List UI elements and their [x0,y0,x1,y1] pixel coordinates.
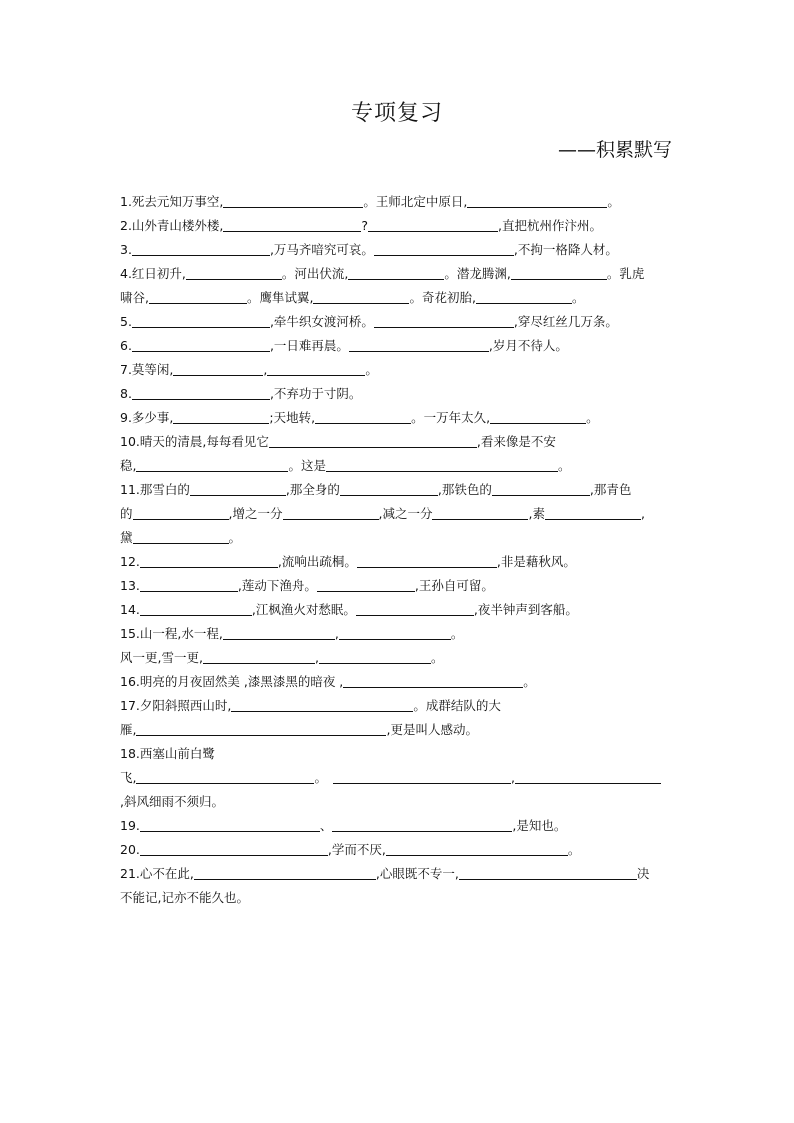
text: 。奇花初胎, [409,290,476,305]
text: 啸谷, [120,290,149,305]
text: ,江枫渔火对愁眠。 [251,602,356,617]
answer-blank[interactable] [173,409,269,424]
text: 6. [120,338,132,353]
answer-blank[interactable] [317,577,415,592]
question-15 [120,622,676,646]
text: ,素 [528,506,545,521]
answer-blank[interactable] [140,553,278,568]
answer-blank[interactable] [194,865,376,880]
question-21-cont [120,886,676,910]
question-18-cont2 [120,790,676,814]
answer-blank[interactable] [315,409,411,424]
text: 。 [314,770,327,785]
text: ,非是藉秋风。 [496,554,576,569]
answer-blank[interactable] [339,625,451,640]
question-3 [120,238,676,262]
text: ,减之一分 [378,506,433,521]
question-8 [120,382,676,406]
question-10 [120,430,676,454]
text: 雁, [120,722,137,737]
text: 。一万年太久, [411,410,491,425]
question-14 [120,598,676,622]
answer-blank[interactable] [432,505,528,520]
text: 。 [558,458,571,473]
answer-blank[interactable] [340,481,438,496]
answer-blank[interactable] [186,265,282,280]
question-4-cont [120,286,676,310]
answer-blank[interactable] [203,649,315,664]
text: ,看来像是不安 [476,434,556,449]
text: 15.山一程,水一程, [120,626,223,641]
text: 11.那雪白的 [120,482,190,497]
text: 10.晴天的清晨,每每看见它 [120,434,269,449]
text: 风一更,雪一更, [120,650,203,665]
text: ,学而不厌, [327,842,386,857]
text: 12. [120,554,140,569]
answer-blank[interactable] [374,241,514,256]
text: 2.山外青山楼外楼, [120,218,224,233]
text: ,心眼既不专一, [375,866,459,881]
answer-blank[interactable] [459,865,637,880]
answer-blank[interactable] [368,217,498,232]
text: ,岁月不待人。 [488,338,568,353]
text: 。 [571,290,585,305]
text: ,是知也。 [512,818,567,833]
answer-blank[interactable] [223,625,335,640]
answer-blank[interactable] [492,481,590,496]
text: 9.多少事, [120,410,174,425]
answer-blank[interactable] [231,697,413,712]
answer-blank[interactable] [467,193,607,208]
text: , [334,626,339,641]
answer-blank[interactable] [343,673,523,688]
answer-blank[interactable] [269,433,477,448]
question-21 [120,862,676,886]
text: 飞, [120,770,137,785]
text: 14. [120,602,140,617]
text: ,直把杭州作汴州。 [498,218,603,233]
question-18-cont [120,766,676,790]
answer-blank[interactable] [267,361,365,376]
text: ,不弃功于寸阴。 [269,386,362,401]
text: ,牵牛织女渡河桥。 [269,314,374,329]
text: 。 [586,410,599,425]
text: 7.莫等闲, [120,362,174,377]
text: 13. [120,578,140,593]
text: 。 [523,674,536,689]
text: 的 [120,506,133,521]
answer-blank[interactable] [223,193,363,208]
question-16 [120,670,676,694]
text: 。这是 [288,458,326,473]
text: ,王孙自可留。 [414,578,494,593]
text: 4.红日初升, [120,266,186,281]
question-11-cont [120,502,676,526]
answer-blank[interactable] [357,553,497,568]
question-12 [120,550,676,574]
text: , [263,362,268,377]
answer-blank[interactable] [374,313,514,328]
answer-blank[interactable] [515,769,661,784]
question-15-cont [120,646,676,670]
text: 不能记,记亦不能久也。 [120,890,249,905]
page-title: 专项复习 [350,101,443,126]
answer-blank[interactable] [140,817,320,832]
answer-blank[interactable] [386,841,568,856]
text: , [314,650,319,665]
answer-blank[interactable] [132,385,270,400]
question-20 [120,838,676,862]
answer-blank[interactable] [132,337,270,352]
answer-blank[interactable] [223,217,361,232]
text: , [511,770,515,785]
text: ,莲动下渔舟。 [237,578,317,593]
answer-blank[interactable] [132,313,270,328]
text: 黛 [120,530,133,545]
questions-list [120,190,676,910]
text: 。 [607,194,620,209]
answer-blank[interactable] [348,265,444,280]
answer-blank[interactable] [356,601,474,616]
question-6 [120,334,676,358]
answer-blank[interactable] [140,601,252,616]
text: 。乳虎 [606,266,645,281]
text: 16.明亮的月夜固然美 ,漆黑漆黑的暗夜 , [120,674,344,689]
question-17-cont [120,718,676,742]
text: ,那全身的 [285,482,340,497]
text: 。鹰隼试翼, [246,290,314,305]
text: ,增之一分 [228,506,283,521]
answer-blank[interactable] [132,241,270,256]
text: , [640,506,645,521]
answer-blank[interactable] [319,649,431,664]
text: ,那青色 [589,482,632,497]
answer-blank[interactable] [333,769,511,784]
answer-blank[interactable] [283,505,379,520]
text: 。 [567,842,581,857]
text: ,那铁色的 [437,482,492,497]
text: 1.死去元知万事空, [120,194,224,209]
answer-blank[interactable] [511,265,607,280]
question-9 [120,406,676,430]
question-10-cont [120,454,676,478]
text: 稳, [120,458,137,473]
text: 。 [450,626,464,641]
answer-blank[interactable] [326,457,558,472]
answer-blank[interactable] [136,769,314,784]
answer-blank[interactable] [136,721,386,736]
answer-blank[interactable] [133,505,229,520]
answer-blank[interactable] [476,289,572,304]
text: 。 [430,650,444,665]
question-13 [120,574,676,598]
answer-blank[interactable] [190,481,286,496]
answer-blank[interactable] [349,337,489,352]
text: ,斜风细雨不须归。 [120,794,224,809]
question-17 [120,694,676,718]
text: 。 [228,530,242,545]
text: 决 [636,866,650,881]
question-5 [120,310,676,334]
answer-blank[interactable] [173,361,263,376]
text: 20. [120,842,140,857]
text: 8. [120,386,132,401]
question-19 [120,814,676,838]
text: 18.西塞山前白鹭 [120,746,215,761]
answer-blank[interactable] [545,505,641,520]
text: 17.夕阳斜照西山时, [120,698,232,713]
text: ,一日难再晨。 [269,338,349,353]
text: 。河出伏流, [281,266,349,281]
answer-blank[interactable] [149,289,247,304]
answer-blank[interactable] [140,841,328,856]
question-4 [120,262,676,286]
text: ,万马齐喑究可哀。 [269,242,374,257]
text: 19. [120,818,140,833]
text: 21.心不在此, [120,866,194,881]
text: 5. [120,314,132,329]
answer-blank[interactable] [332,817,512,832]
question-2 [120,214,676,238]
answer-blank[interactable] [140,577,238,592]
question-18 [120,742,676,766]
text: ,更是叫人感动。 [386,722,478,737]
question-7 [120,358,676,382]
text: 。成群结队的大 [413,698,501,713]
text: ;天地转, [269,410,316,425]
answer-blank[interactable] [133,529,229,544]
text: ,夜半钟声到客船。 [473,602,578,617]
answer-blank[interactable] [313,289,409,304]
text: ,流响出疏桐。 [277,554,357,569]
text: ,不拘一格降人材。 [513,242,618,257]
question-11 [120,478,676,502]
text: 。王师北定中原日, [363,194,468,209]
text: 。 [365,362,378,377]
answer-blank[interactable] [136,457,288,472]
text: 3. [120,242,132,257]
text: ,穿尽红丝几万条。 [513,314,618,329]
page-subtitle: ——积累默写 [557,139,672,161]
question-1 [120,190,676,214]
text: ? [361,218,369,233]
text: 。潜龙腾渊, [444,266,511,281]
text: 、 [319,818,333,833]
question-11-cont2 [120,526,676,550]
answer-blank[interactable] [490,409,586,424]
